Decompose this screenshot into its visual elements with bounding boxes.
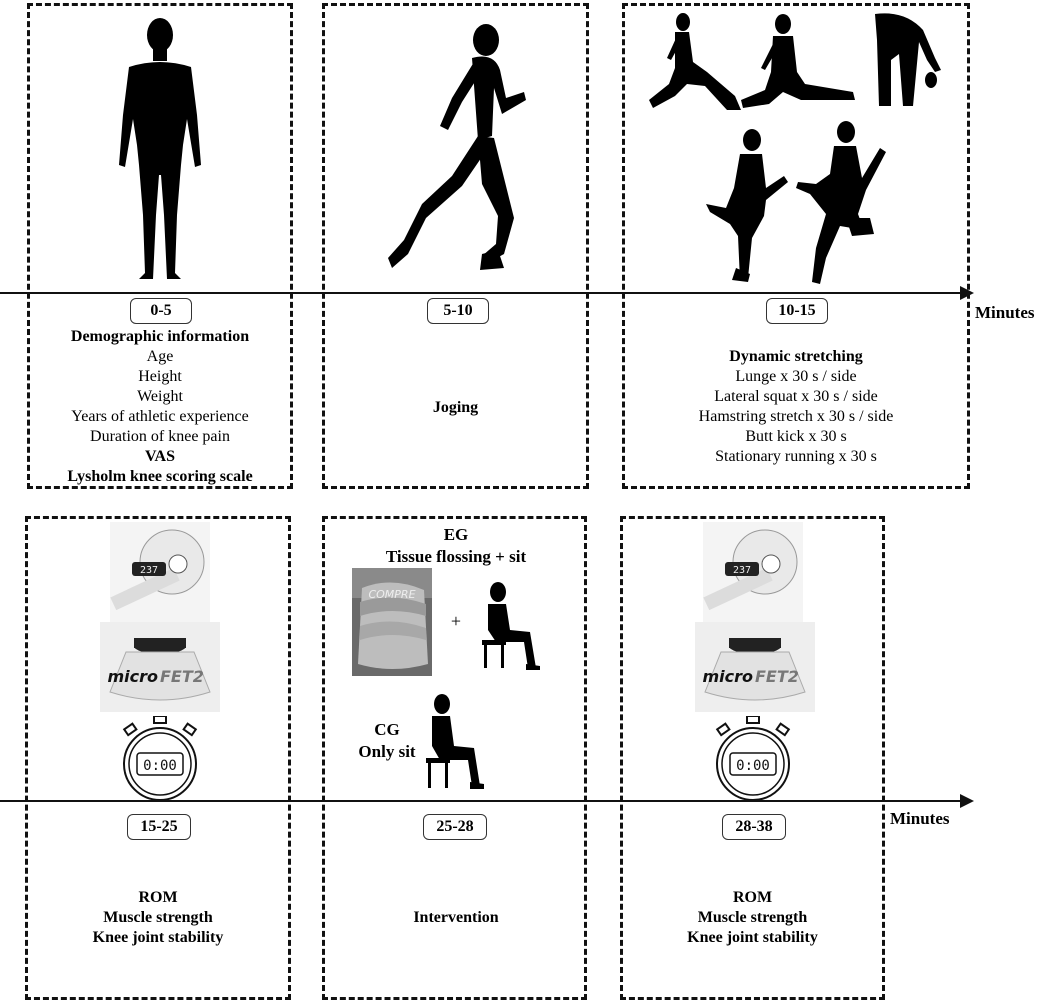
butt-kick-icon	[700, 128, 790, 288]
cg-heading	[352, 719, 422, 763]
demographic-item: Duration of knee pain	[90, 428, 230, 445]
device-brand: micro	[702, 667, 753, 686]
cg-description: Only sit	[358, 742, 416, 761]
stretch-item: Hamstring stretch x 30 s / side	[698, 408, 894, 425]
top-axis-label: Minutes	[975, 303, 1035, 322]
top-time-axis	[0, 292, 962, 294]
demographic-item: Weight	[137, 388, 183, 405]
bottom-time-axis	[0, 800, 962, 802]
measure-item: Knee joint stability	[687, 929, 818, 946]
cg-label: CG	[374, 720, 400, 739]
time-label-5-10: 5-10	[427, 298, 489, 324]
demographic-item: Age	[146, 348, 174, 365]
stretching-text	[625, 347, 967, 467]
jogging-heading: Joging	[432, 399, 479, 416]
time-label-0-5: 0-5	[130, 298, 192, 324]
sitting-person-icon	[420, 694, 484, 790]
demographic-text	[30, 327, 290, 487]
eg-heading	[325, 524, 587, 568]
plus-sign: +	[450, 611, 462, 631]
eg-description: Tissue flossing + sit	[385, 547, 527, 566]
hamstring-stretch-icon	[865, 10, 945, 110]
stopwatch-icon	[115, 716, 205, 802]
goniometer-display: 237	[732, 565, 752, 576]
stretch-item: Stationary running x 30 s	[715, 448, 877, 465]
measure-item: Muscle strength	[103, 909, 213, 926]
time-label-25-28: 25-28	[423, 814, 487, 840]
sitting-person-icon	[476, 582, 540, 670]
intervention-label: Intervention	[413, 909, 499, 926]
vas-label: VAS	[145, 448, 175, 465]
eg-label: EG	[443, 525, 469, 544]
stopwatch-icon	[708, 716, 798, 802]
measurements-text	[28, 888, 288, 948]
device-brand-suffix: FET2	[755, 667, 799, 686]
time-label-10-15: 10-15	[766, 298, 828, 324]
goniometer-photo	[703, 522, 803, 622]
measure-item: ROM	[138, 889, 178, 906]
stretch-item: Lateral squat x 30 s / side	[714, 388, 878, 405]
demographic-item: Height	[138, 368, 182, 385]
lunge-stretch-icon	[645, 12, 745, 112]
flossing-band-text: COMPRE	[368, 588, 416, 601]
microfet-device-photo	[695, 622, 815, 712]
demographic-heading: Demographic information	[70, 328, 250, 345]
stretch-item: Lunge x 30 s / side	[735, 368, 857, 385]
stretch-item: Butt kick x 30 s	[745, 428, 847, 445]
top-axis-arrowhead	[960, 286, 974, 300]
goniometer-display: 237	[139, 565, 159, 576]
standing-person-icon	[115, 15, 205, 283]
measure-item: Muscle strength	[697, 909, 808, 926]
lateral-squat-icon	[735, 12, 860, 112]
time-label-15-25: 15-25	[127, 814, 191, 840]
stretching-heading: Dynamic stretching	[729, 348, 863, 365]
time-label-28-38: 28-38	[722, 814, 786, 840]
stationary-running-icon	[790, 118, 890, 288]
demographic-item: Years of athletic experience	[71, 408, 249, 425]
running-person-icon	[382, 18, 532, 278]
stopwatch-display: 0:00	[143, 758, 177, 774]
measurements-text	[623, 888, 882, 948]
bottom-axis-arrowhead	[960, 794, 974, 808]
intervention-text	[325, 908, 587, 928]
stopwatch-display: 0:00	[736, 758, 770, 774]
jogging-text	[325, 398, 586, 418]
microfet-device-photo	[100, 622, 220, 712]
goniometer-photo	[110, 522, 210, 622]
measure-item: Knee joint stability	[92, 929, 224, 946]
measure-item: ROM	[732, 889, 773, 906]
tissue-flossing-photo	[352, 568, 432, 676]
lysholm-label: Lysholm knee scoring scale	[67, 468, 253, 485]
bottom-axis-label: Minutes	[890, 809, 950, 828]
device-brand-suffix: FET2	[160, 667, 204, 686]
device-brand: micro	[107, 667, 158, 686]
